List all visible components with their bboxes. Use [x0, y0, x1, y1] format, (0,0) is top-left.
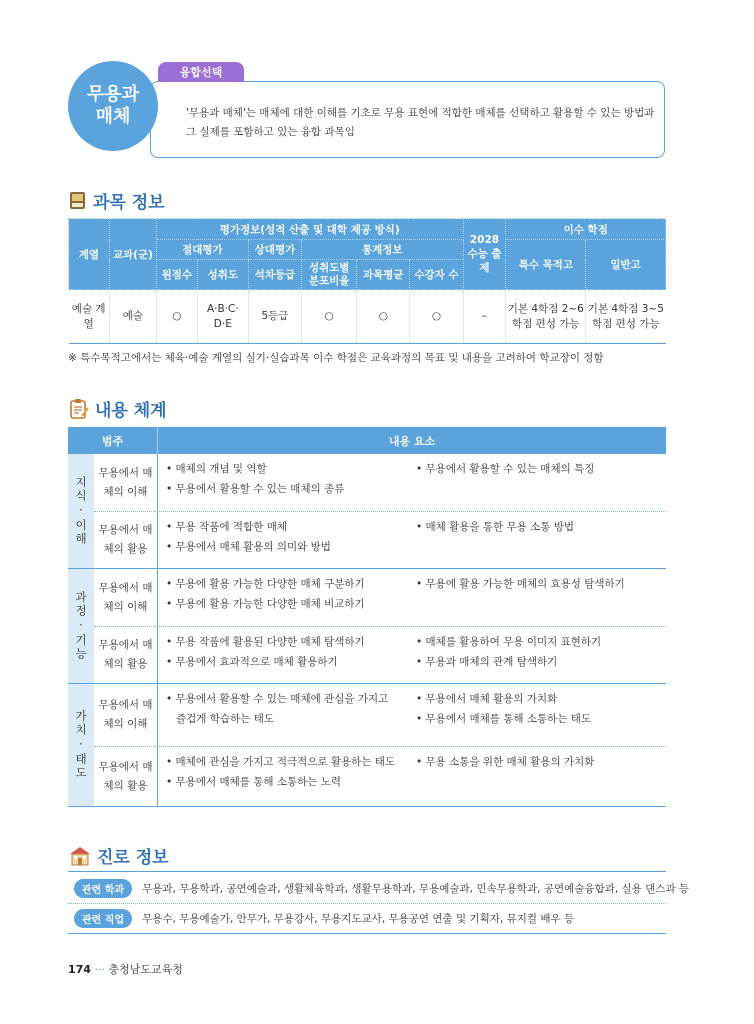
divider [68, 933, 666, 934]
book-icon [69, 191, 87, 211]
cell-distribution: ○ [302, 290, 357, 344]
table-row [94, 684, 666, 746]
cell-general: 기본 4학점 3~5학점 편성 가능 [586, 290, 666, 344]
footer-dots: ··· [94, 963, 105, 976]
subject-info-title: 과목 정보 [93, 193, 165, 213]
col-relative: 상대평가 [248, 240, 301, 260]
cell-achievement: A·B·C· D·E [197, 290, 248, 344]
table-row [94, 454, 666, 511]
col-course: 교과(군) [109, 219, 156, 290]
cell-category: 예술 계열 [69, 290, 110, 344]
subject-footnote: ※ 특수목적고에서는 체육·예술 계열의 실기·실습과목 이수 학점은 교육과정의 목표 및 내용을 고려하여 학교장이 정함 [68, 352, 604, 364]
element-item: • 매체에 관심을 가지고 적극적으로 활용하는 태도 [166, 756, 396, 768]
element-item: • 무용에 활용 가능한 매체의 효용성 탐색하기 [416, 578, 625, 590]
col-absolute: 절대평가 [156, 240, 248, 260]
element-item: • 매체를 활용하여 무용 이미지 표현하기 [416, 636, 602, 648]
career-title: 진로 정보 [97, 848, 169, 868]
element-item: • 무용 소통을 위한 매체 활용의 가치화 [416, 756, 595, 768]
school-icon [69, 846, 91, 866]
col-general: 일반고 [586, 240, 666, 290]
col-rank: 석차등급 [248, 260, 301, 290]
clipboard-icon [69, 398, 89, 420]
related-jobs-text: 무용수, 무용예술가, 안무가, 무용강사, 무용지도교사, 무용공연 연출 및 기획자, 뮤지컬 배우 등 [142, 912, 575, 925]
element-item: • 무용에 활용 가능한 다양한 매체 구분하기 [166, 578, 365, 590]
cell-students: ○ [410, 290, 463, 344]
content-system-title: 내용 체계 [95, 401, 167, 421]
element-item: • 무용과 매체의 관계 탐색하기 [416, 656, 558, 668]
element-item: • 무용에 활용 가능한 다양한 매체 비교하기 [166, 598, 365, 610]
head-elements: 내용 요소 [388, 434, 436, 448]
table-row [94, 746, 666, 806]
related-departments-label: 관련 학과 [74, 879, 132, 898]
col-students: 수강자 수 [410, 260, 463, 290]
subject-name-line1: 무용과 [86, 84, 140, 105]
divider [68, 871, 666, 872]
element-item: • 무용 작품에 적합한 매체 [166, 521, 287, 533]
footer-org: 충청남도교육청 [108, 963, 183, 976]
element-item: • 무용에서 매체를 통해 소통하는 노력 [166, 776, 342, 788]
subject-badge [68, 61, 158, 151]
col-credits: 이수 학점 [506, 219, 666, 240]
row-subcategory: 무용에서 매체의 활용 [94, 747, 158, 806]
content-system-table [68, 427, 666, 807]
group-values [68, 684, 666, 807]
col-raw: 원점수 [156, 260, 197, 290]
element-item: • 무용에서 효과적으로 매체 활용하기 [166, 656, 338, 668]
cell-raw: ○ [156, 290, 197, 344]
group-category: 과정·기능 [68, 569, 94, 683]
col-eval-group: 평가정보(성적 산출 및 대학 제공 방식) [156, 219, 463, 240]
subject-description: '무용과 매체'는 매체에 대한 이해를 기초로 무용 표현에 적합한 매체를 선택하고 활용할 수 있는 방법과 그 실제를 포함하고 있는 융합 과목임 [186, 107, 655, 138]
related-departments-text: 무용과, 무용학과, 공연예술과, 생활체육학과, 생활무용학과, 무용예술과, 민속무용학과, 공연예술융합과, 실용 댄스과 등 [142, 882, 690, 895]
col-stats: 통계정보 [302, 240, 464, 260]
cell-special: 기본 4학점 2~6학점 편성 가능 [506, 290, 586, 344]
table-row [94, 626, 666, 683]
row-subcategory: 무용에서 매체의 이해 [94, 569, 158, 626]
group-knowledge [68, 454, 666, 569]
page-number: 174 [68, 963, 91, 976]
content-system-heading [69, 396, 167, 421]
subject-info-heading [69, 188, 165, 213]
cell-suneung: – [463, 290, 506, 344]
col-category: 계열 [69, 219, 110, 290]
group-category: 가치·태도 [68, 684, 94, 806]
element-item: • 무용에서 매체 활용의 의미와 방법 [166, 541, 331, 553]
element-item: • 무용 작품에 활용된 다양한 매체 탐색하기 [166, 636, 365, 648]
related-jobs-label: 관련 직업 [74, 909, 132, 928]
page-footer [68, 961, 183, 977]
row-subcategory: 무용에서 매체의 이해 [94, 454, 158, 511]
group-process [68, 569, 666, 684]
subject-name-line2: 매체 [95, 106, 131, 127]
col-suneung: 2028 수능 출제 [463, 219, 506, 290]
table-row [94, 511, 666, 568]
subject-info-table [68, 218, 666, 344]
element-item: • 무용에서 매체 활용의 가치화 [416, 693, 558, 705]
col-special: 특수 목적고 [506, 240, 586, 290]
head-category: 범주 [68, 427, 158, 454]
table-row [94, 569, 666, 626]
col-distribution: 성취도별 분포비율 [302, 260, 357, 290]
col-achievement: 성취도 [197, 260, 248, 290]
table-row [69, 290, 666, 344]
element-item: • 매체의 개념 및 역할 [166, 463, 267, 475]
element-item: • 매체 활용을 통한 무용 소통 방법 [416, 521, 575, 533]
row-subcategory: 무용에서 매체의 활용 [94, 512, 158, 568]
element-item: • 무용에서 활용할 수 있는 매체의 특징 [416, 463, 595, 475]
related-departments-row [68, 873, 690, 903]
element-item: • 무용에서 활용할 수 있는 매체의 종류 [166, 483, 345, 495]
related-jobs-row [68, 903, 666, 933]
group-category: 지식·이해 [68, 454, 94, 568]
content-table-header [68, 427, 666, 454]
cell-mean: ○ [357, 290, 410, 344]
career-heading [69, 843, 169, 868]
col-mean: 과목평균 [357, 260, 410, 290]
cell-rank: 5등급 [248, 290, 301, 344]
cell-course: 예술 [109, 290, 156, 344]
row-subcategory: 무용에서 매체의 활용 [94, 627, 158, 683]
row-subcategory: 무용에서 매체의 이해 [94, 684, 158, 746]
element-item: 즐겁게 학습하는 태도 [166, 713, 274, 725]
convergence-tag: 융합선택 [158, 62, 244, 82]
element-item: • 무용에서 활용할 수 있는 매체에 관심을 가지고 [166, 693, 389, 705]
element-item: • 무용에서 매체를 통해 소통하는 태도 [416, 713, 592, 725]
